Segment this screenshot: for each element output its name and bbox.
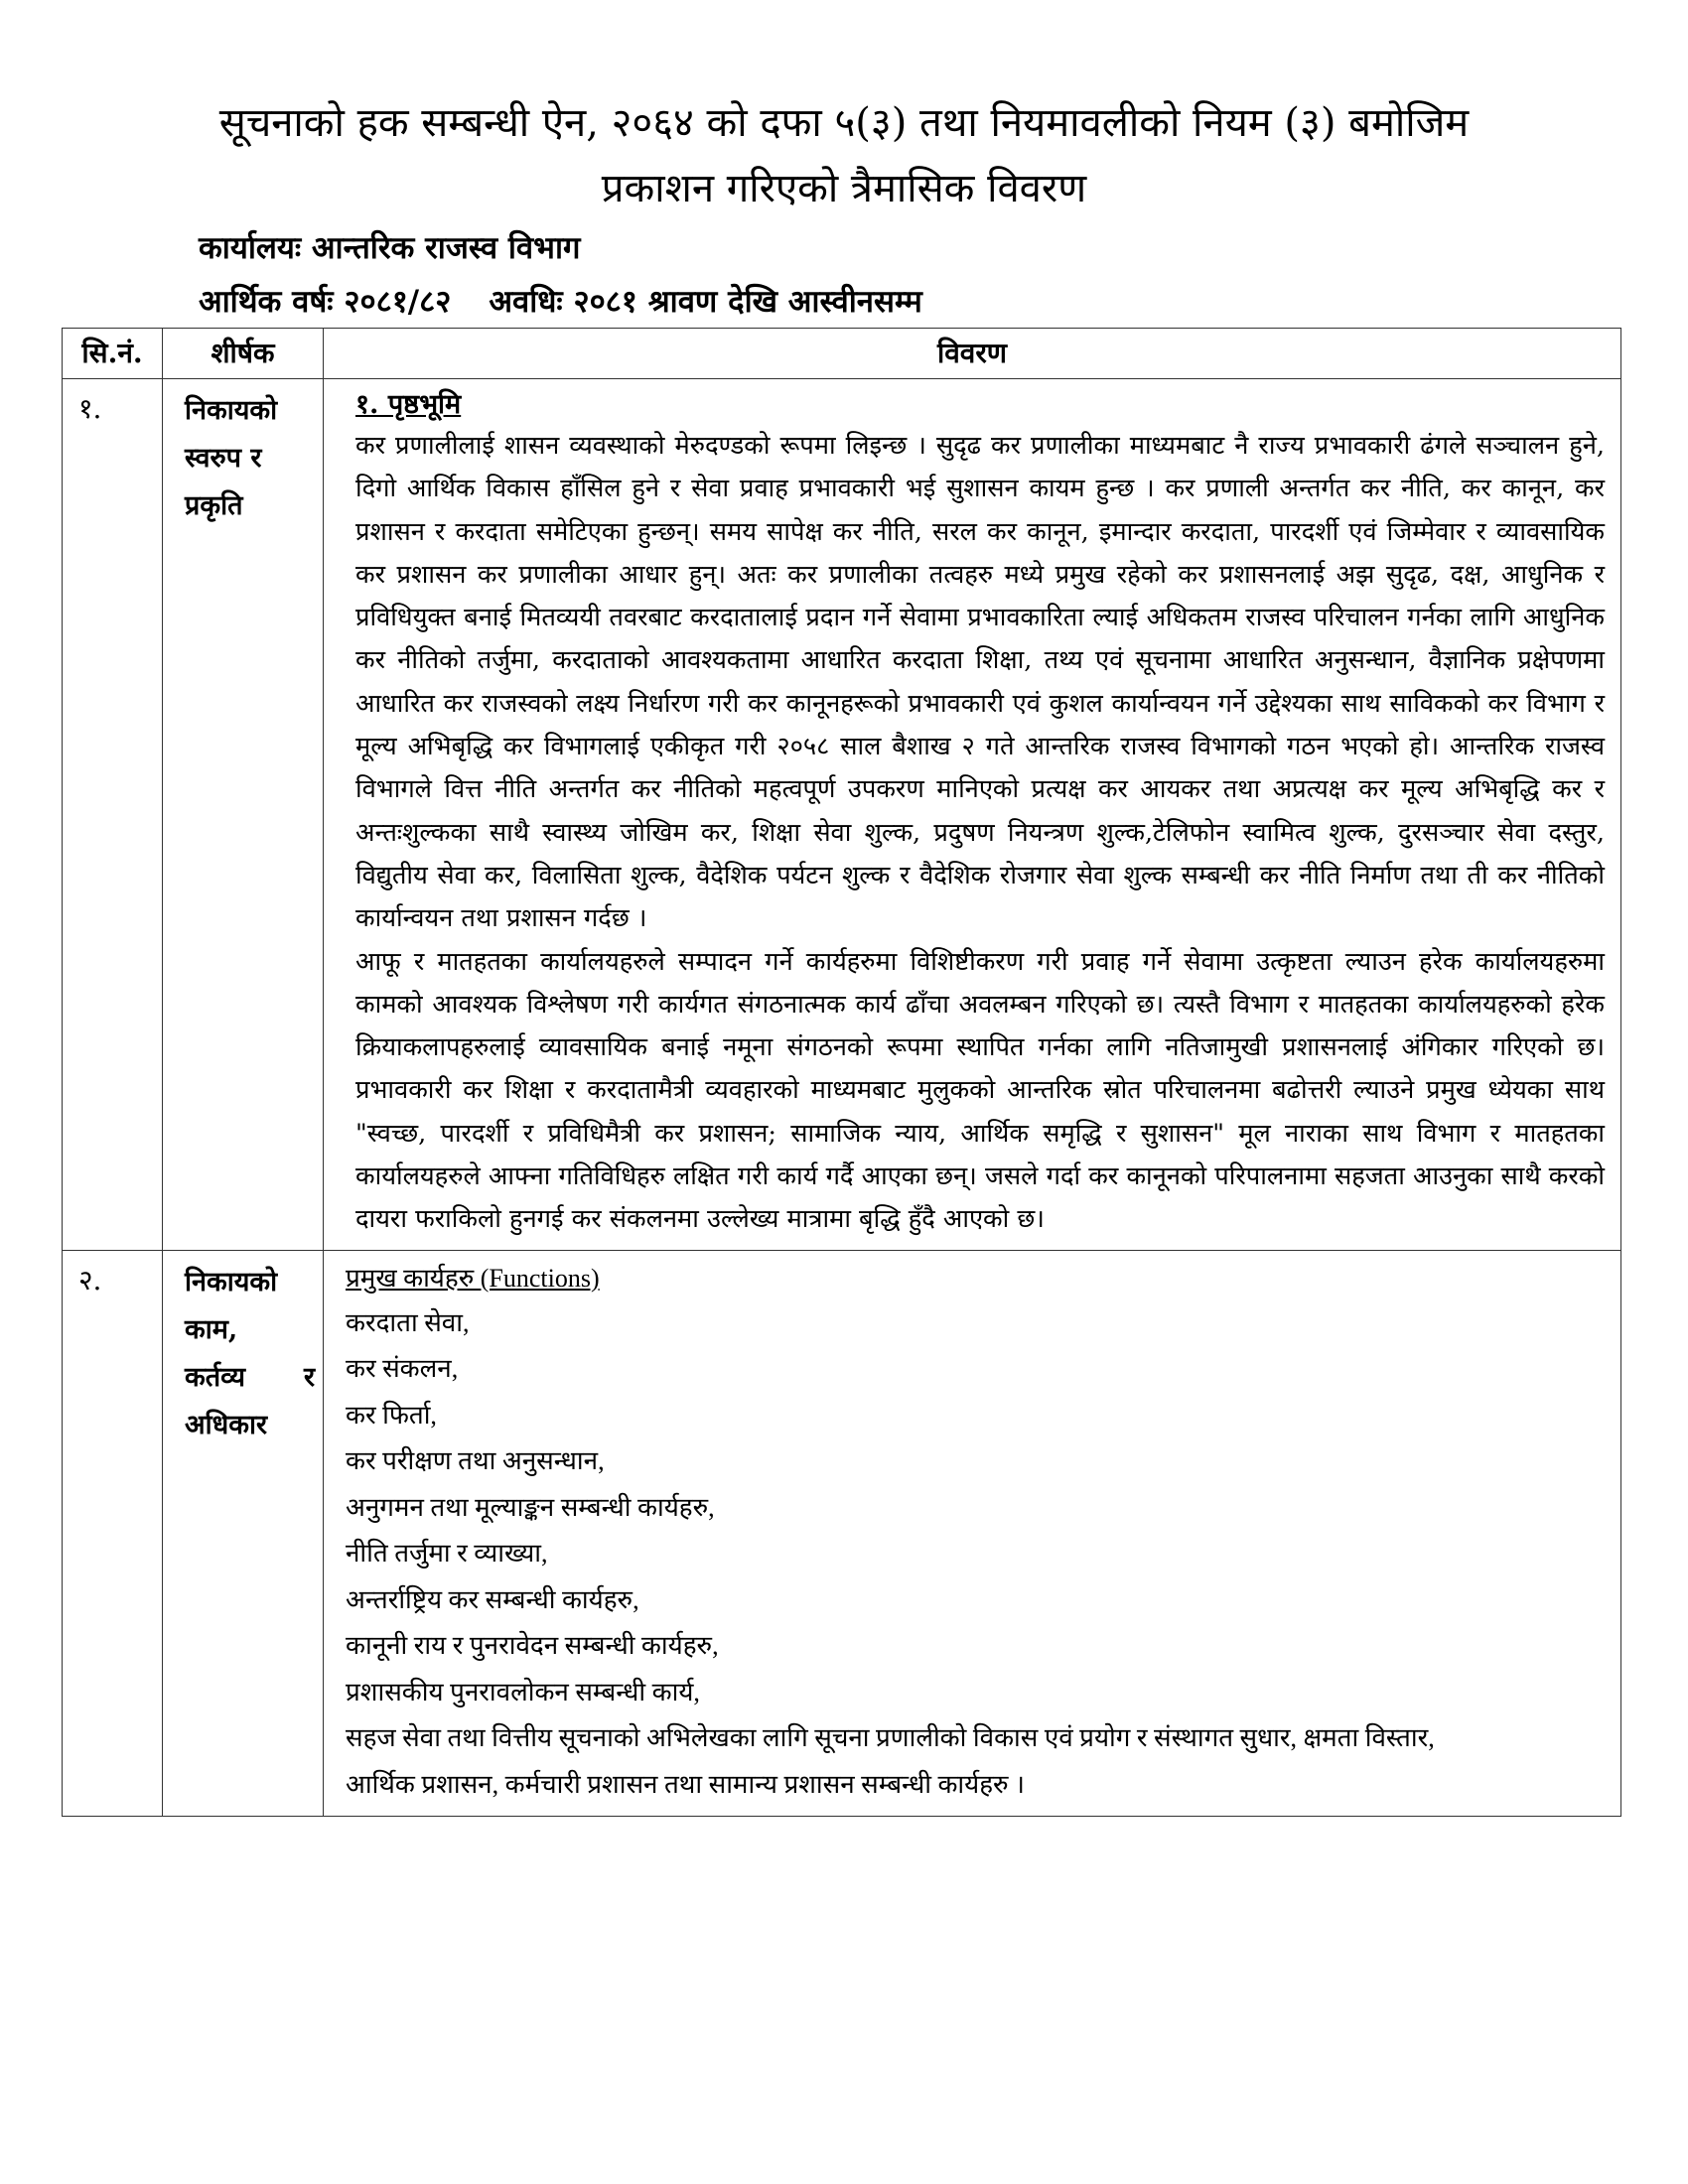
document-title-line-2: प्रकाशन गरिएको त्रैमासिक विवरण xyxy=(601,166,1087,211)
row-serial-number: २. xyxy=(63,1250,163,1817)
table-header-row xyxy=(63,329,1621,379)
document-title-line-1: सूचनाको हक सम्बन्धी ऐन, २०६४ को दफा ५(३) तथा नियमावलीको नियम (३) बमोजिम xyxy=(218,100,1470,146)
row-heading xyxy=(163,379,324,1251)
background-paragraph-1: कर प्रणालीलाई शासन व्यवस्थाको मेरुदण्डको रूपमा लिइन्छ । सुदृढ कर प्रणालीका माध्यमबाट नै राज्य प्रभावकारी ढंगले सञ्चालन हुने, दिगो आर्थिक विकास हाँसिल हुने र सेवा प्रवाह प्रभावकारी भई सुशासन कायम हुन्छ । कर प्रणाली अन्तर्गत कर नीति, कर कानून, कर प्रशासन र करदाता समेटिएका हुन्छन्। समय सापेक्ष कर नीति, सरल कर कानून, इमान्दार करदाता, पारदर्शी एवं जिम्मेवार र व्यावसायिक कर प्रशासन कर प्रणालीका आधार हुन्। अतः कर प्रणालीका तत्वहरु मध्ये प्रमुख रहेको कर प्रशासनलाई अझ सुदृढ, दक्ष, आधुनिक र प्रविधियुक्त बनाई मितव्ययी तवरबाट करदातालाई प्रदान गर्ने सेवामा प्रभावकारिता ल्याई अधिकतम राजस्व परिचालन गर्नका लागि आधुनिक कर नीतिको तर्जुमा, करदाताको आवश्यकतामा आधारित करदाता शिक्षा, तथ्य एवं सूचनामा आधारित अनुसन्धान, वैज्ञानिक प्रक्षेपणमा आधारित कर राजस्वको लक्ष्य निर्धारण गरी कर कानूनहरूको प्रभावकारी एवं कुशल कार्यान्वयन गर्ने उद्देश्यका साथ साविकको कर विभाग र मूल्य अभिबृद्धि कर विभागलाई एकीकृत गरी २०५८ साल बैशाख २ गते आन्तरिक राजस्व विभागको गठन भएको हो। आन्तरिक राजस्व विभागले वित्त नीति अन्तर्गत कर नीतिको महत्वपूर्ण उपकरण मानिएको प्रत्यक्ष कर आयकर तथा अप्रत्यक्ष कर मूल्य अभिबृद्धि कर र अन्तःशुल्कका साथै स्वास्थ्य जोखिम कर, शिक्षा सेवा शुल्क, प्रदुषण नियन्त्रण शुल्क,टेलिफोन स्वामित्व शुल्क, दुरसञ्चार सेवा दस्तुर, विद्युतीय सेवा कर, विलासिता शुल्क, वैदेशिक पर्यटन शुल्क र वैदेशिक रोजगार सेवा शुल्क सम्बन्धी कर नीति निर्माण तथा ती कर नीतिको कार्यान्वयन तथा प्रशासन गर्दछ । xyxy=(355,431,1605,934)
office-label: कार्यालयः आन्तरिक राजस्व विभाग xyxy=(199,230,581,266)
row-heading xyxy=(163,1250,324,1817)
column-header-description: विवरण xyxy=(324,329,1621,379)
functions-title: प्रमुख कार्यहरु (Functions) xyxy=(346,1263,600,1293)
fiscal-year: आर्थिक वर्षः २०८१/८२ xyxy=(199,284,452,320)
row-heading-line: निकायको xyxy=(185,1266,278,1297)
background-paragraph-2: आफू र मातहतका कार्यालयहरुले सम्पादन गर्ने कार्यहरुमा विशिष्टीकरण गरी प्रवाह गर्ने सेवामा उत्कृष्टता ल्याउन हरेक कार्यालयहरुमा कामको आवश्यक विश्लेषण गरी कार्यगत संगठनात्मक कार्य ढाँचा अवलम्बन गरिएको छ। त्यस्तै विभाग र मातहतका कार्यालयहरुको हरेक क्रियाकलापहरुलाई व्यावसायिक बनाई नमूना संगठनको रूपमा स्थापित गर्नका लागि नतिजामुखी प्रशासनलाई अंगिकार गरिएको छ। प्रभावकारी कर शिक्षा र करदातामैत्री व्यवहारको माध्यमबाट मुलुकको आन्तरिक स्रोत परिचालनमा बढोत्तरी ल्याउने प्रमुख ध्येयका साथ "स्वच्छ, पारदर्शी र प्रविधिमैत्री कर प्रशासन; सामाजिक न्याय, आर्थिक समृद्धि र सुशासन" मूल नाराका साथ विभाग र मातहतका कार्यालयहरुले आफ्ना गतिविधिहरु लक्षित गरी कार्य गर्दै आएका छन्। जसले गर्दा कर कानूनको परिपालनामा सहजता आउनुका साथै करको दायरा फराकिलो हुनगई कर संकलनमा उल्लेख्य मात्रामा बृद्धि हुँदै आएको छ। xyxy=(355,946,1605,1235)
list-item: कर परीक्षण तथा अनुसन्धान, xyxy=(346,1446,605,1476)
row-serial-number: १. xyxy=(63,379,163,1251)
section-title-background: १. पृष्ठभूमि xyxy=(355,389,462,420)
list-item: सहज सेवा तथा वित्तीय सूचनाको अभिलेखका लागि सूचना प्रणालीको विकास एवं प्रयोग र संस्थागत सुधार, क्षमता विस्तार, xyxy=(346,1723,1435,1753)
row-heading-line: प्रकृति xyxy=(185,490,243,521)
row-description xyxy=(324,1250,1621,1817)
row-heading-word: र xyxy=(303,1361,315,1393)
table-row xyxy=(63,1250,1621,1817)
row-description xyxy=(324,379,1621,1251)
table-row xyxy=(63,379,1621,1251)
column-header-serial: सि.नं. xyxy=(63,329,163,379)
column-header-title: शीर्षक xyxy=(163,329,324,379)
list-item: आर्थिक प्रशासन, कर्मचारी प्रशासन तथा सामान्य प्रशासन सम्बन्धी कार्यहरु । xyxy=(346,1769,1025,1799)
reporting-period: अवधिः २०८१ श्रावण देखि आस्वीनसम्म xyxy=(489,284,922,320)
list-item: अनुगमन तथा मूल्याङ्कन सम्बन्धी कार्यहरु, xyxy=(346,1492,715,1522)
list-item: करदाता सेवा, xyxy=(346,1307,470,1337)
list-item: कर फिर्ता, xyxy=(346,1400,437,1430)
list-item: कानूनी राय र पुनरावेदन सम्बन्धी कार्यहरु, xyxy=(346,1631,719,1661)
row-heading-line: निकायको xyxy=(185,395,278,426)
row-heading-word: कर्तव्य xyxy=(185,1361,246,1393)
details-table xyxy=(62,328,1621,1817)
row-heading-line xyxy=(185,1354,315,1402)
row-heading-line: अधिकार xyxy=(185,1409,267,1440)
list-item: कर संकलन, xyxy=(346,1354,459,1384)
fiscal-year-line xyxy=(199,280,922,324)
functions-list xyxy=(344,1300,1605,1809)
list-item: अन्तर्राष्ट्रिय कर सम्बन्धी कार्यहरु, xyxy=(346,1584,639,1614)
row-heading-line: काम, xyxy=(185,1313,238,1345)
list-item: नीति तर्जुमा र व्याख्या, xyxy=(346,1539,548,1569)
row-heading-line: स्वरुप र xyxy=(185,443,262,474)
list-item: प्रशासकीय पुनरावलोकन सम्बन्धी कार्य, xyxy=(346,1677,700,1706)
